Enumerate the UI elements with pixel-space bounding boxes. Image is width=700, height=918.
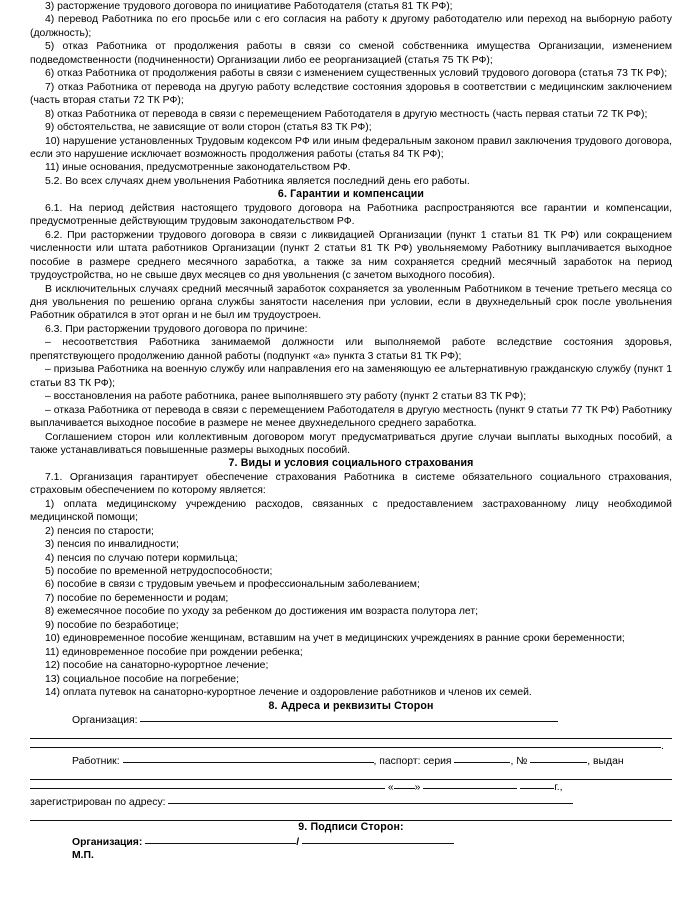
insurance-item-3: 3) пенсия по инвалидности;: [45, 539, 179, 551]
insurance-item-4: 4) пенсия по случаю потери кормильца;: [45, 552, 238, 564]
clause-8: 8) отказ Работника от перевода в связи с перемещением Работодателя в другую местность (часть первая статьи 72 ТК РФ);: [45, 108, 648, 120]
section-heading-7: 7. Виды и условия социального страхования: [228, 457, 474, 470]
insurance-item-6: 6) пособие в связи с трудовым увечьем и профессиональным заболеванием;: [45, 579, 420, 591]
organization-requisites-line: [30, 713, 672, 727]
clause-7: 7) отказ Работника от перевода на другую работу вследствие состояния здоровья в соответствии с медицинским заключением (часть вторая статьи 72 ТК РФ);: [30, 81, 672, 107]
registration-address-field[interactable]: [168, 795, 573, 804]
date-quote-open: «: [387, 782, 394, 794]
month-field[interactable]: [423, 780, 517, 789]
year-field[interactable]: [520, 780, 554, 789]
clause-10: 10) нарушение установленных Трудовым кодексом РФ или иным федеральным законом правил заключения трудового договора, если это нарушение исключает возможность продолжения работы (статья 84 ТК РФ);: [30, 135, 672, 160]
issued-label: , выдан: [587, 755, 624, 767]
passport-label: , паспорт: серия: [373, 755, 452, 767]
registration-address-field-2[interactable]: [30, 809, 672, 821]
passport-issuer-field-1[interactable]: [30, 768, 672, 780]
clause-6-3-item-4: – отказа Работника от перевода в связи с перемещением Работодателя в другую местность (пункт 9 статьи 77 ТК РФ) Работнику выплачивается выходное пособие в размере не менее двухнедельного среднего заработка.: [30, 404, 672, 430]
signature-separator: /: [296, 836, 300, 848]
organization-name-field[interactable]: [140, 713, 558, 722]
organization-signature-field[interactable]: [145, 834, 296, 844]
passport-issuer-line-1[interactable]: [30, 768, 672, 780]
insurance-item-7: 7) пособие по беременности и родам;: [45, 592, 229, 604]
insurance-item-1: 1) оплата медицинскому учреждению расходов, связанных с предоставлением застрахованному лицу необходимой медицинской помощи;: [30, 498, 672, 524]
clause-3: 3) расторжение трудового договора по инициативе Работодателя (статья 81 ТК РФ);: [45, 1, 453, 12]
registration-address-line: [30, 795, 672, 809]
document-body: [30, 0, 672, 863]
registration-address-line-2[interactable]: [30, 809, 672, 821]
clause-4: 4) перевод Работника по его просьбе или с его согласия на работу к другому работодателю или переход на выборную работу (должность);: [30, 14, 672, 39]
insurance-item-5: 5) пособие по временной нетрудоспособности;: [45, 566, 273, 578]
clause-5-2: 5.2. Во всех случаях днем увольнения Работника является последний день его работы.: [45, 175, 470, 187]
clause-5: 5) отказ Работника от продолжения работы в связи со сменой собственника имущества Организации, изменением подведомственности (подчиненности) Организации либо ее реорганизацией (статья 75 ТК РФ);: [30, 41, 672, 66]
insurance-item-12: 12) пособие на санаторно-курортное лечение;: [45, 660, 269, 672]
clause-6-3-item-2: – призыва Работника на военную службу или направления его на заменяющую ее альтернативную гражданскую службу (пункт 1 статьи 83 ТК РФ);: [30, 364, 672, 389]
clause-7-1: 7.1. Организация гарантирует обеспечение страхования Работника в системе обязательного социального страхования, страховым обеспечением по которому является:: [30, 471, 672, 497]
signatures-block: [30, 835, 672, 863]
day-field[interactable]: [394, 780, 415, 789]
organization-signatory-name-field[interactable]: [302, 834, 454, 844]
clause-6-2: 6.2. При расторжении трудового договора в связи с ликвидацией Организации (пункт 1 статьи 81 ТК РФ) или сокращением численности или штата работников Организации (пункт 2 статьи 81 ТК РФ) увольняемому Работнику выплачивается выходное пособие в размере среднего месячного заработка, а также за ним сохраняется средний месячный заработок на период трудоустройства, но не свыше двух месяцев со дня увольнения (с зачетом выходного пособия).: [30, 229, 672, 282]
registered-label: зарегистрирован по адресу:: [30, 796, 166, 808]
clause-6-3-additional: Соглашением сторон или коллективным договором могут предусматриваться другие случаи выплаты выходных пособий, а также устанавливаться повышенные размеры выходных пособий.: [30, 431, 672, 456]
section-heading-8: 8. Адреса и реквизиты Сторон: [268, 699, 434, 712]
employee-label: Работник:: [72, 755, 120, 767]
requisites-block: [30, 713, 672, 821]
section-heading-9: 9. Подписи Сторон:: [298, 821, 404, 834]
stamp-label: М.П.: [72, 850, 94, 862]
clause-6: 6) отказ Работника от продолжения работы в связи с изменением существенных условий трудового договора (статья 73 ТК РФ);: [45, 68, 668, 80]
clause-6-2-exception: В исключительных случаях средний месячный заработок сохраняется за уволенным Работником в течение третьего месяца со дня увольнения по решению органа службы занятости населения при условии, если в двухнедельный срок после увольнения Работник обратился в этот орган и не был им трудоустроен.: [30, 283, 672, 322]
clause-6-1: 6.1. На период действия настоящего трудового договора на Работника распространяются все гарантии и компенсации, предусмотренные действующим трудовым законодательством РФ.: [30, 202, 672, 228]
organization-label: Организация:: [72, 715, 138, 727]
organization-address-line-1[interactable]: [30, 727, 672, 739]
insurance-item-9: 9) пособие по безработице;: [45, 619, 179, 631]
insurance-item-8: 8) ежемесячное пособие по уходу за ребенком до достижения им возраста полутора лет;: [45, 606, 479, 618]
organization-period: .: [661, 741, 664, 753]
clause-11: 11) иные основания, предусмотренные законодательством РФ.: [45, 162, 351, 174]
insurance-item-14: 14) оплата путевок на санаторно-курортное лечение и оздоровление работников и членов их семей.: [45, 687, 532, 699]
clause-6-3-item-3: – восстановления на работе работника, ранее выполнявшего эту работу (пункт 2 статьи 83 ТК РФ);: [45, 391, 527, 403]
employee-requisites-line: [30, 754, 672, 768]
year-suffix: г.,: [554, 782, 563, 794]
insurance-item-13: 13) социальное пособие на погребение;: [45, 673, 239, 685]
passport-series-field[interactable]: [454, 754, 510, 763]
passport-number-label: , №: [510, 755, 528, 767]
date-quote-close: »: [414, 782, 421, 794]
clause-6-3-item-1: – несоответствия Работника занимаемой должности или выполняемой работе вследствие состояния здоровья, препятствующего продолжению данной работы (подпункт «а» пункта 3 статьи 81 ТК РФ);: [30, 337, 672, 362]
passport-issue-date-line: [30, 780, 672, 794]
signature-organization-label: Организация:: [72, 836, 143, 848]
employee-name-field[interactable]: [123, 754, 374, 763]
insurance-item-2: 2) пенсия по старости;: [45, 525, 154, 537]
organization-signature-line: [30, 835, 672, 849]
organization-address-line-2: [30, 739, 672, 753]
section-heading-6: 6. Гарантии и компенсации: [277, 188, 425, 201]
organization-address-field-2[interactable]: [30, 739, 661, 748]
clause-9: 9) обстоятельства, не зависящие от воли сторон (статья 83 ТК РФ);: [45, 122, 372, 134]
insurance-item-11: 11) единовременное пособие при рождении ребенка;: [45, 646, 303, 658]
passport-issuer-field-2[interactable]: [30, 780, 385, 789]
stamp-line: [30, 849, 672, 862]
insurance-item-10: 10) единовременное пособие женщинам, вставшим на учет в медицинских учреждениях в ранние сроки беременности;: [45, 633, 625, 645]
passport-number-field[interactable]: [530, 754, 587, 763]
clause-6-3: 6.3. При расторжении трудового договора по причине:: [45, 323, 308, 335]
organization-address-field-1[interactable]: [30, 727, 672, 739]
